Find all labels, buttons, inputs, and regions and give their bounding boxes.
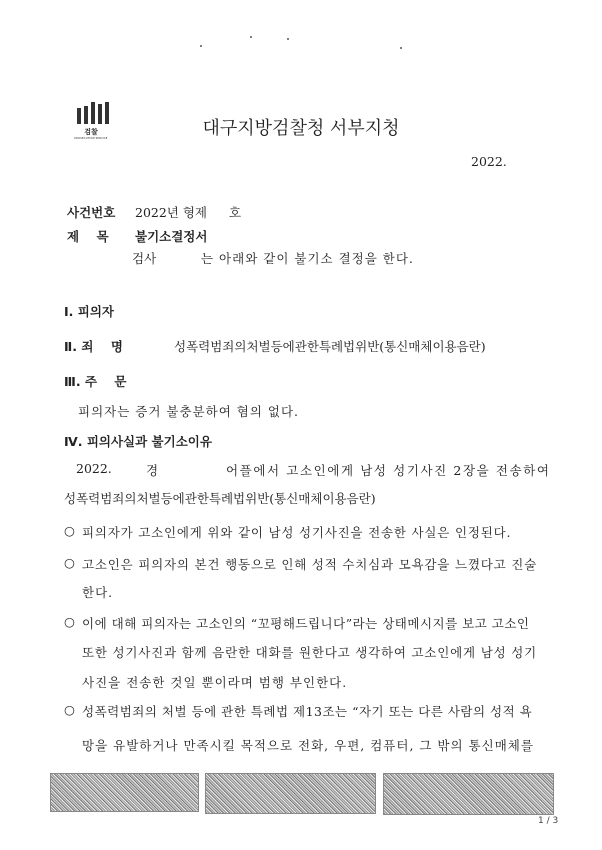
bullet-line: 고소인은 피의자의 본건 행동으로 인해 성적 수치심과 모욕감을 느꼈다고 진술	[82, 557, 537, 572]
disposition-text: 피의자는 증거 불충분하여 혐의 없다.	[78, 404, 299, 419]
bullet-line: 이에 대해 피의자는 고소인의 “꼬평해드립니다”라는 상태메시지를 보고 고소인	[82, 616, 530, 631]
bullet-line: 또한 성기사진과 함께 음란한 대화를 원한다고 생각하여 고소인에게 남성 성기	[82, 645, 537, 660]
facts-when: 경	[146, 463, 159, 478]
bullet-marker: ○	[64, 702, 76, 717]
redacted-stamp	[383, 773, 554, 815]
facts-line-2: 성폭력범죄의처벌등에관한특례법위반(통신매체이용음란)	[64, 491, 376, 506]
bullet-line: 성폭력범죄의 처벌 등에 관한 특례법 제13조는 “자기 또는 다른 사람의 성적 욕	[82, 704, 533, 719]
title-label: 제 목	[67, 229, 109, 244]
logo-subtext: PROSECUTION SERVICE	[74, 137, 108, 140]
facts-line-1: 어플에서 고소인에게 남성 성기사진 2장을 전송하여	[226, 463, 551, 478]
redacted-stamp	[205, 773, 376, 814]
bullet-marker: ○	[64, 555, 76, 570]
title-value: 불기소결정서	[135, 229, 208, 244]
document-date: 2022.	[471, 154, 507, 169]
bullet-line: 피의자가 고소인에게 위와 같이 남성 성기사진을 전송한 사실은 인정된다.	[82, 525, 512, 540]
bullet-line: 사진을 전송한 것일 뿐이라며 범행 부인한다.	[82, 675, 348, 690]
section-suspect: Ⅰ. 피의자	[64, 304, 114, 319]
case-number-suffix: 호	[229, 205, 242, 220]
scan-dot	[400, 47, 402, 49]
logo-text: 검찰	[84, 128, 98, 136]
office-title: 대구지방검찰청 서부지청	[202, 118, 400, 139]
scan-dot	[200, 45, 202, 47]
bullet-line: 한다.	[82, 585, 114, 600]
section-charge-label: Ⅱ. 죄 명	[64, 339, 123, 354]
facts-date: 2022.	[76, 461, 112, 476]
redacted-stamp	[50, 773, 199, 812]
section-charge-value: 성폭력범죄의처벌등에관한특례법위반(통신매체이용음란)	[174, 339, 486, 354]
scan-dot	[287, 38, 289, 40]
intro-text: 는 아래와 같이 불기소 결정을 한다.	[201, 251, 414, 266]
case-number-value: 2022년 형제	[135, 205, 208, 220]
scan-dot	[250, 36, 252, 38]
section-facts: Ⅳ. 피의사실과 불기소이유	[64, 434, 212, 449]
bullet-line: 망을 유발하거나 만족시킬 목적으로 전화, 우편, 컴퓨터, 그 밖의 통신매체를	[82, 738, 534, 753]
intro-prefix: 검사	[132, 251, 157, 266]
section-disposition: Ⅲ. 주 문	[64, 374, 127, 389]
bullet-marker: ○	[64, 614, 76, 629]
page-number: 1 / 3	[538, 816, 559, 826]
bullet-marker: ○	[64, 523, 76, 538]
case-number-label: 사건번호	[67, 205, 116, 220]
